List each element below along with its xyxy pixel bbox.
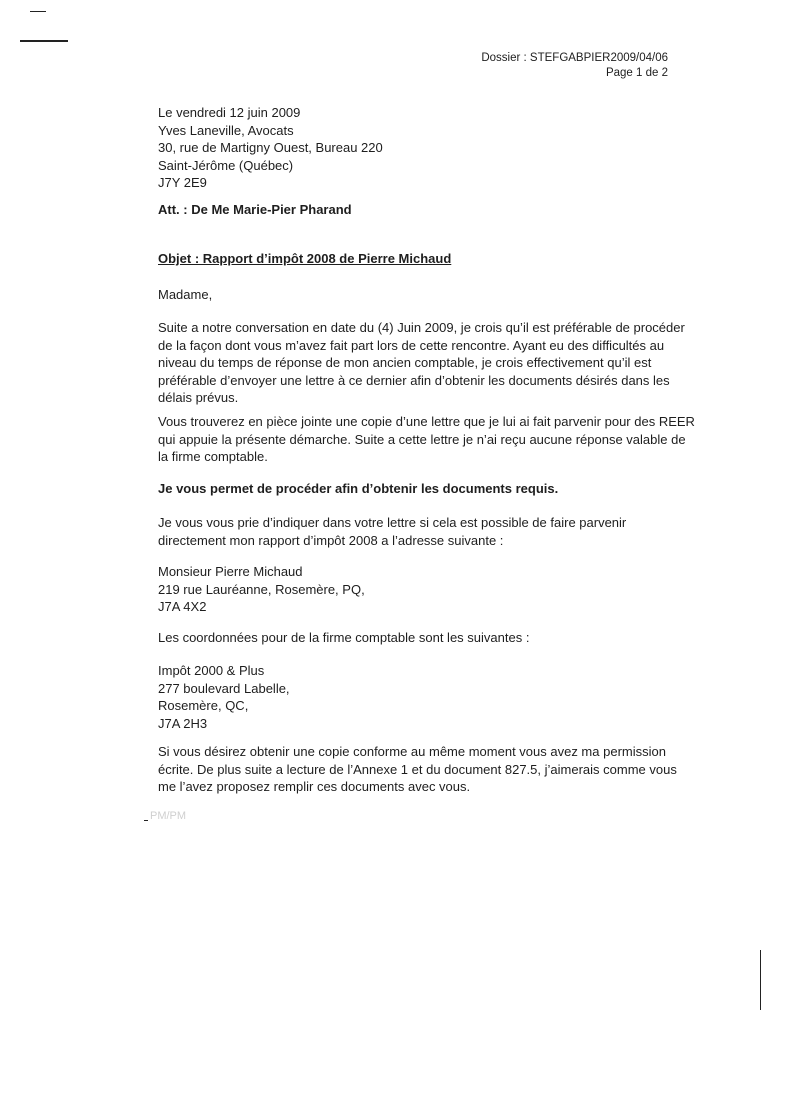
paragraph-permission: Je vous permet de procéder afin d’obtenir les documents requis. <box>158 481 559 496</box>
accounting-firm-address <box>158 662 678 732</box>
paragraph-line: écrite. De plus suite a lecture de l’Annexe 1 et du document 827.5, j’aimerais comme vous <box>158 761 677 777</box>
paragraph-closing <box>158 743 678 796</box>
address-line: 219 rue Lauréanne, Rosemère, PQ, <box>158 581 365 597</box>
address-line: Rosemère, QC, <box>158 698 249 713</box>
law-firm-postal-code: J7Y 2E9 <box>158 175 207 190</box>
subject-line: Objet : Rapport d’impôt 2008 de Pierre Michaud <box>158 251 452 266</box>
paragraph-line: de la façon dont vous m’avez fait part lors de cette rencontre. Ayant eu des difficultés au <box>158 337 665 353</box>
scan-mark-right <box>760 950 761 1010</box>
paragraph-line: Je vous vous prie d’indiquer dans votre lettre si cela est possible de faire parvenir <box>158 515 627 530</box>
page-number: Page 1 de 2 <box>605 67 668 79</box>
faint-initials: PM/PM <box>150 810 187 822</box>
law-firm-name: Yves Laneville, Avocats <box>158 122 294 138</box>
paragraph-conversation <box>158 319 685 407</box>
paragraph-request <box>158 514 678 549</box>
address-line: J7A 2H3 <box>158 715 208 731</box>
dossier-reference: Dossier : STEFGABPIER2009/04/06 <box>481 52 668 64</box>
law-firm-street: 30, rue de Martigny Ouest, Bureau 220 <box>158 140 383 155</box>
paragraph-line: Vous trouverez en pièce jointe une copie d’une lettre que je lui ai fait parvenir pour des REER <box>158 414 695 429</box>
address-line: J7A 4X2 <box>158 599 207 614</box>
recipient-address <box>158 563 678 616</box>
attention-line: Att. : De Me Marie-Pier Pharand <box>158 202 352 217</box>
paragraph-line: me l’avez proposez remplir ces documents avec vous. <box>158 779 471 794</box>
paragraph-line: qui appuie la présente démarche. Suite a cette lettre je n’ai reçu aucune réponse valable de <box>158 431 686 447</box>
paragraph-line: niveau du temps de réponse de mon ancien comptable, je crois effectivement qu’il est <box>158 355 652 370</box>
paragraph-line: Si vous désirez obtenir une copie conforme au même moment vous avez ma permission <box>158 744 666 759</box>
scan-mark-rule <box>20 40 68 42</box>
address-block <box>158 104 678 192</box>
address-line: 277 boulevard Labelle, <box>158 680 290 696</box>
letter-date: Le vendredi 12 juin 2009 <box>158 105 301 120</box>
law-firm-city: Saint-Jérôme (Québec) <box>158 157 294 173</box>
paragraph-line: directement mon rapport d’impôt 2008 a l’adresse suivante : <box>158 532 504 548</box>
paragraph-line: la firme comptable. <box>158 449 268 464</box>
firm-intro: Les coordonnées pour de la firme comptable sont les suivantes : <box>158 630 530 645</box>
address-line: Impôt 2000 & Plus <box>158 663 265 678</box>
scan-mark-bottom <box>144 820 148 821</box>
address-line: Monsieur Pierre Michaud <box>158 564 303 579</box>
paragraph-line: délais prévus. <box>158 390 239 405</box>
paragraph-line: Suite a notre conversation en date du (4) Juin 2009, je crois qu’il est préférable de procéder <box>158 320 685 335</box>
salutation: Madame, <box>158 287 213 302</box>
scan-mark-top <box>30 11 46 12</box>
paragraph-line: préférable d’envoyer une lettre à ce dernier afin d’obtenir les documents désirés dans les <box>158 372 670 388</box>
paragraph-attachment <box>158 413 695 466</box>
